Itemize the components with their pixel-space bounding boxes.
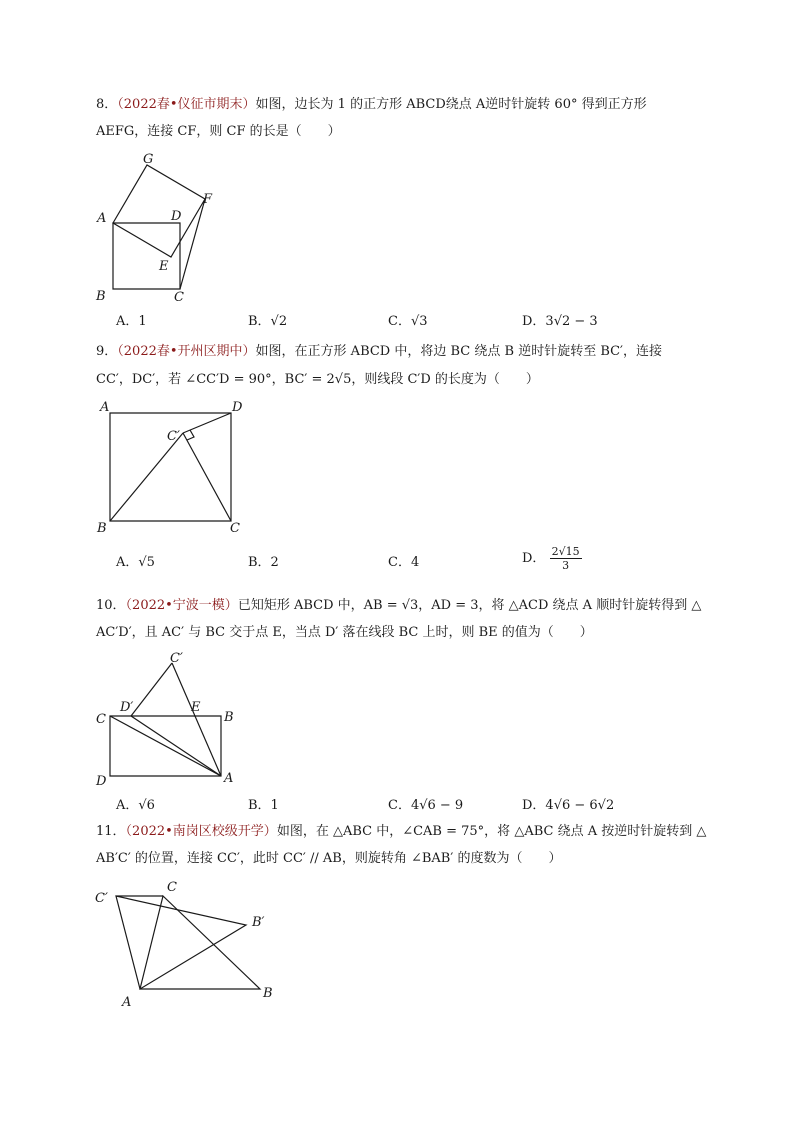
q9-segment-cc1 bbox=[183, 433, 231, 521]
q11-stem-1: 如图，在 △ABC 中，∠CAB = 75°，将 △ABC 绕点 A 按逆时针旋转到 △ bbox=[276, 824, 707, 839]
q10-stem-1: 已知矩形 ABCD 中，AB = √3，AD = 3，将 △ACD 绕点 A 顺时针旋转得到 △ bbox=[237, 598, 702, 613]
q8-label-a: A bbox=[97, 211, 107, 226]
q10-diagonal-ac bbox=[110, 716, 221, 776]
q10-option-c[interactable]: C．4√6 − 9 bbox=[388, 798, 464, 813]
q8-option-b[interactable]: B．√2 bbox=[248, 314, 288, 329]
q8-label-b: B bbox=[96, 289, 106, 304]
q10-figure bbox=[90, 650, 250, 790]
q10-label-e: E bbox=[191, 700, 201, 715]
q8-label-e: E bbox=[159, 259, 169, 274]
q11-label-a: A bbox=[122, 995, 132, 1010]
q9-source: （2022春•开州区期中） bbox=[117, 344, 256, 359]
q8-line2 bbox=[96, 123, 341, 141]
q8-label-c: C bbox=[174, 290, 184, 305]
q10-stem-2: AC′D′，且 AC′ 与 BC 交于点 E，当点 D′ 落在线段 BC 上时，则 BE 的值为（ ） bbox=[96, 625, 593, 640]
q8-stem-1: 如图，边长为 1 的正方形 ABCD绕点 A逆时针旋转 60° 得到正方形 bbox=[255, 97, 647, 112]
q8-number: 8． bbox=[96, 97, 118, 112]
q10-number: 10． bbox=[96, 598, 126, 613]
q10-label-d: D bbox=[96, 774, 107, 789]
q9-option-b[interactable]: B．2 bbox=[248, 555, 279, 570]
q10-option-d[interactable]: D．4√6 − 6√2 bbox=[522, 798, 615, 813]
q10-line2 bbox=[96, 624, 593, 642]
q8-option-a[interactable]: A．1 bbox=[116, 314, 147, 329]
q11-source: （2022•南岗区校级开学） bbox=[125, 824, 277, 839]
q9-line1 bbox=[96, 343, 662, 361]
q10-options bbox=[116, 796, 716, 816]
q10-option-b[interactable]: B．1 bbox=[248, 798, 279, 813]
q9-label-d: D bbox=[232, 400, 243, 415]
q9-option-c[interactable]: C．4 bbox=[388, 555, 420, 570]
q10-label-c: C bbox=[96, 712, 106, 727]
q8-stem-2: AEFG，连接 CF，则 CF 的长是（ ） bbox=[96, 124, 341, 139]
q8-segment-cf bbox=[180, 199, 205, 289]
q8-figure bbox=[90, 150, 240, 310]
q8-option-c[interactable]: C．√3 bbox=[388, 314, 428, 329]
q11-triangle-ab1c1 bbox=[116, 896, 246, 989]
q9-figure bbox=[90, 395, 250, 540]
q11-line2 bbox=[96, 850, 561, 868]
q9-option-a[interactable]: A．√5 bbox=[116, 555, 155, 570]
q11-figure bbox=[90, 875, 290, 1010]
q10-line1 bbox=[96, 597, 701, 615]
q9-option-d-numerator: 2√15 bbox=[551, 545, 580, 558]
q8-label-g: G bbox=[143, 152, 154, 167]
q9-option-d-denominator: 3 bbox=[562, 559, 570, 572]
q11-number: 11． bbox=[96, 824, 126, 839]
q9-stem-1: 如图，在正方形 ABCD 中，将边 BC 绕点 B 逆时针旋转至 BC′，连接 bbox=[255, 344, 663, 359]
q10-option-a[interactable]: A．√6 bbox=[116, 798, 155, 813]
q9-options bbox=[116, 545, 716, 573]
q9-label-a: A bbox=[100, 400, 110, 415]
q9-segment-bc1 bbox=[110, 433, 183, 521]
q9-label-b: B bbox=[97, 521, 107, 536]
q10-segment-d1c1 bbox=[131, 663, 172, 716]
q11-stem-2: AB′C′ 的位置，连接 CC′，此时 CC′ // AB，则旋转角 ∠BAB′ 的度数为（ ） bbox=[96, 851, 562, 866]
q8-label-f: F bbox=[203, 192, 213, 207]
q11-label-c: C bbox=[167, 880, 177, 895]
q9-option-d[interactable] bbox=[522, 545, 582, 572]
q9-number: 9． bbox=[96, 344, 118, 359]
q8-line1 bbox=[96, 96, 647, 114]
q11-label-b: B bbox=[263, 986, 273, 1001]
q9-option-d-fraction bbox=[550, 545, 582, 572]
q9-stem-2: CC′，DC′，若 ∠CC′D = 90°，BC′ = 2√5，则线段 C′D 的长度为（ ） bbox=[96, 372, 539, 387]
q8-label-d: D bbox=[171, 209, 182, 224]
q8-square-aefg bbox=[113, 165, 205, 257]
q8-source: （2022春•仪征市期末） bbox=[117, 97, 256, 112]
q10-label-c1: C′ bbox=[170, 651, 183, 666]
q10-source: （2022•宁波一模） bbox=[125, 598, 238, 613]
q8-options bbox=[116, 312, 716, 332]
q10-label-b: B bbox=[224, 710, 234, 725]
q11-triangle-abc bbox=[140, 896, 260, 989]
q11-label-c1: C′ bbox=[95, 891, 108, 906]
q9-line2 bbox=[96, 371, 539, 389]
q9-label-c: C bbox=[230, 521, 240, 536]
q11-label-b1: B′ bbox=[252, 915, 265, 930]
q9-label-c1: C′ bbox=[167, 429, 180, 444]
q8-option-d[interactable]: D．3√2 − 3 bbox=[522, 314, 598, 329]
q10-label-a: A bbox=[224, 771, 234, 786]
q9-option-d-letter: D． bbox=[522, 551, 546, 566]
q10-label-d1: D′ bbox=[120, 700, 134, 715]
q11-line1 bbox=[96, 823, 706, 841]
